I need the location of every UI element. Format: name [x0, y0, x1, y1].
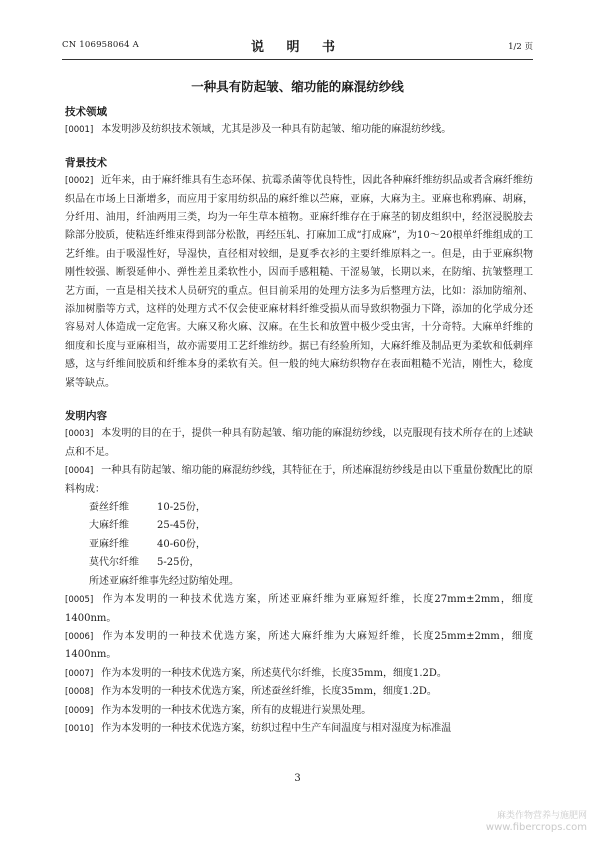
paragraph-0001 [65, 121, 533, 139]
section-heading-invention: 发明内容 [65, 410, 107, 423]
paragraph-text: 近年来，由于麻纤维具有生态环保、抗霉杀菌等优良特性，因此各种麻纤维纺织品或者含麻纤维纺织品在市场上日渐增多，而应用于家用纺织品的麻纤维以苎麻，亚麻，大麻为主。亚麻也称鸦麻、胡麻，分纤用、油用，纤油两用三类，均为一年生草本植物。亚麻纤维存在于麻茎的韧皮组织中，经沤浸脱胶去除部分胶质，使粘连纤维束得到部分松散，再经压轧、打麻加工成“打成麻”，为10～20根单纤维组成的工艺纤维。由于吸湿性好，导湿快，直径相对较细，是夏季衣衫的主要纤维原料之一。但是，由于亚麻织物刚性较强、断裂延伸小、弹性差且柔软性小，因而手感粗糙、干涩易皱，长期以来，在防缩、抗皱整理工艺方面，一直是相关技术人员研究的重点。但目前采用的处理方法多为后整理方法，比如：添加防缩剂、添加树脂等方式，这样的处理方式不仅会使亚麻材料纤维受损从而导致织物强力下降，添加的化学成分还容易对人体造成一定危害。大麻又称火麻、汉麻。在生长和放置中极少受虫害，十分奇特。大麻单纤维的细度和长度与亚麻相当，故亦需要用工艺纤维纺纱。据已有经验所知，大麻纤维及制品更为柔软和低刺痒感，这与纤维间胶质和纤维本身的柔软有关。但一般的纯大麻纺织物存在表面粗糙不光洁，刚性大，稔度紧等缺点。 [65, 175, 533, 389]
paragraph-0005 [65, 591, 533, 628]
paragraph-id: [0002] [65, 176, 94, 187]
material-item [89, 536, 533, 554]
document-body [65, 103, 533, 738]
paragraph-text: 作为本发明的一种技术优选方案，所述莫代尔纤维，长度35mm，细度1.2D。 [101, 667, 447, 679]
page-ratio: 1/2 页 [508, 42, 533, 52]
paragraph-0007 [65, 665, 533, 683]
paragraph-text: 本发明的目的在于，提供一种具有防起皱、缩功能的麻混纺纱线，以克服现有技术所存在的上述缺点和不足。 [65, 428, 533, 458]
header-divider [62, 59, 533, 60]
material-amount: 10-25份， [157, 502, 206, 514]
paragraph-text: 作为本发明的一种技术优选方案，所述蚕丝纤维，长度35mm，细度1.2D。 [101, 686, 437, 698]
paragraph-text: 作为本发明的一种技术优选方案，纺织过程中生产车间温度与相对湿度为标准温 [101, 722, 452, 734]
watermark [486, 810, 587, 834]
paragraph-id: [0010] [65, 723, 94, 734]
paragraph-0008 [65, 683, 533, 701]
page-number: 3 [294, 773, 301, 784]
paragraph-0003 [65, 425, 533, 462]
document-title: 一种具有防起皱、缩功能的麻混纺纱线 [191, 79, 404, 94]
watermark-url: www.fibercrops.com [485, 822, 587, 833]
material-item [89, 499, 533, 517]
section-heading-background: 背景技术 [65, 156, 107, 169]
paragraph-id: [0005] [65, 595, 94, 606]
material-item [89, 517, 533, 535]
paragraph-id: [0001] [65, 125, 94, 136]
paragraph-text: 本发明涉及纺织技术领域，尤其是涉及一种具有防起皱、缩功能的麻混纺纱线。 [101, 124, 452, 136]
material-name: 大麻纤维 [89, 520, 129, 532]
material-list [65, 499, 533, 573]
paragraph-id: [0008] [65, 687, 94, 698]
paragraph-id: [0004] [65, 466, 94, 477]
paragraph-0010 [65, 720, 533, 738]
watermark-name: 麻类作物营养与施肥网 [496, 811, 587, 821]
paragraph-id: [0009] [65, 705, 94, 716]
paragraph-0006 [65, 628, 533, 665]
material-amount: 40-60份， [157, 538, 206, 550]
paragraph-0004 [65, 462, 533, 499]
paragraph-text: 作为本发明的一种技术优选方案，所述大麻纤维为大麻短纤维，长度25mm±2mm，细度1400nm。 [65, 630, 533, 661]
material-amount: 25-45份， [157, 520, 206, 532]
material-item [89, 554, 533, 572]
patent-number: CN 106958064 A [62, 40, 139, 50]
paragraph-id: [0007] [65, 668, 94, 679]
paragraph-text: 作为本发明的一种技术优选方案，所述亚麻纤维为亚麻短纤维，长度27mm±2mm，细度1400nm。 [65, 594, 533, 624]
page-header [62, 38, 533, 54]
paragraph-id: [0003] [65, 429, 94, 440]
paragraph-text: 作为本发明的一种技术优选方案，所有的皮辊进行炭黑处理。 [101, 704, 372, 716]
section-heading-tech-field: 技术领域 [65, 106, 107, 118]
paragraph-text: 一种具有防起皱、缩功能的麻混纺纱线，其特征在于，所述麻混纺纱线是由以下重量份数配比的原料构成： [65, 465, 533, 495]
material-amount: 5-25份， [157, 557, 200, 569]
material-note: 所述亚麻纤维事先经过防缩处理。 [89, 575, 239, 587]
document-type: 说 明 书 [250, 40, 345, 55]
paragraph-0009 [65, 702, 533, 720]
material-name: 亚麻纤维 [89, 538, 129, 550]
paragraph-id: [0006] [65, 631, 94, 642]
material-name: 莫代尔纤维 [89, 557, 139, 569]
material-name: 蚕丝纤维 [89, 502, 129, 514]
paragraph-0002 [65, 172, 533, 393]
